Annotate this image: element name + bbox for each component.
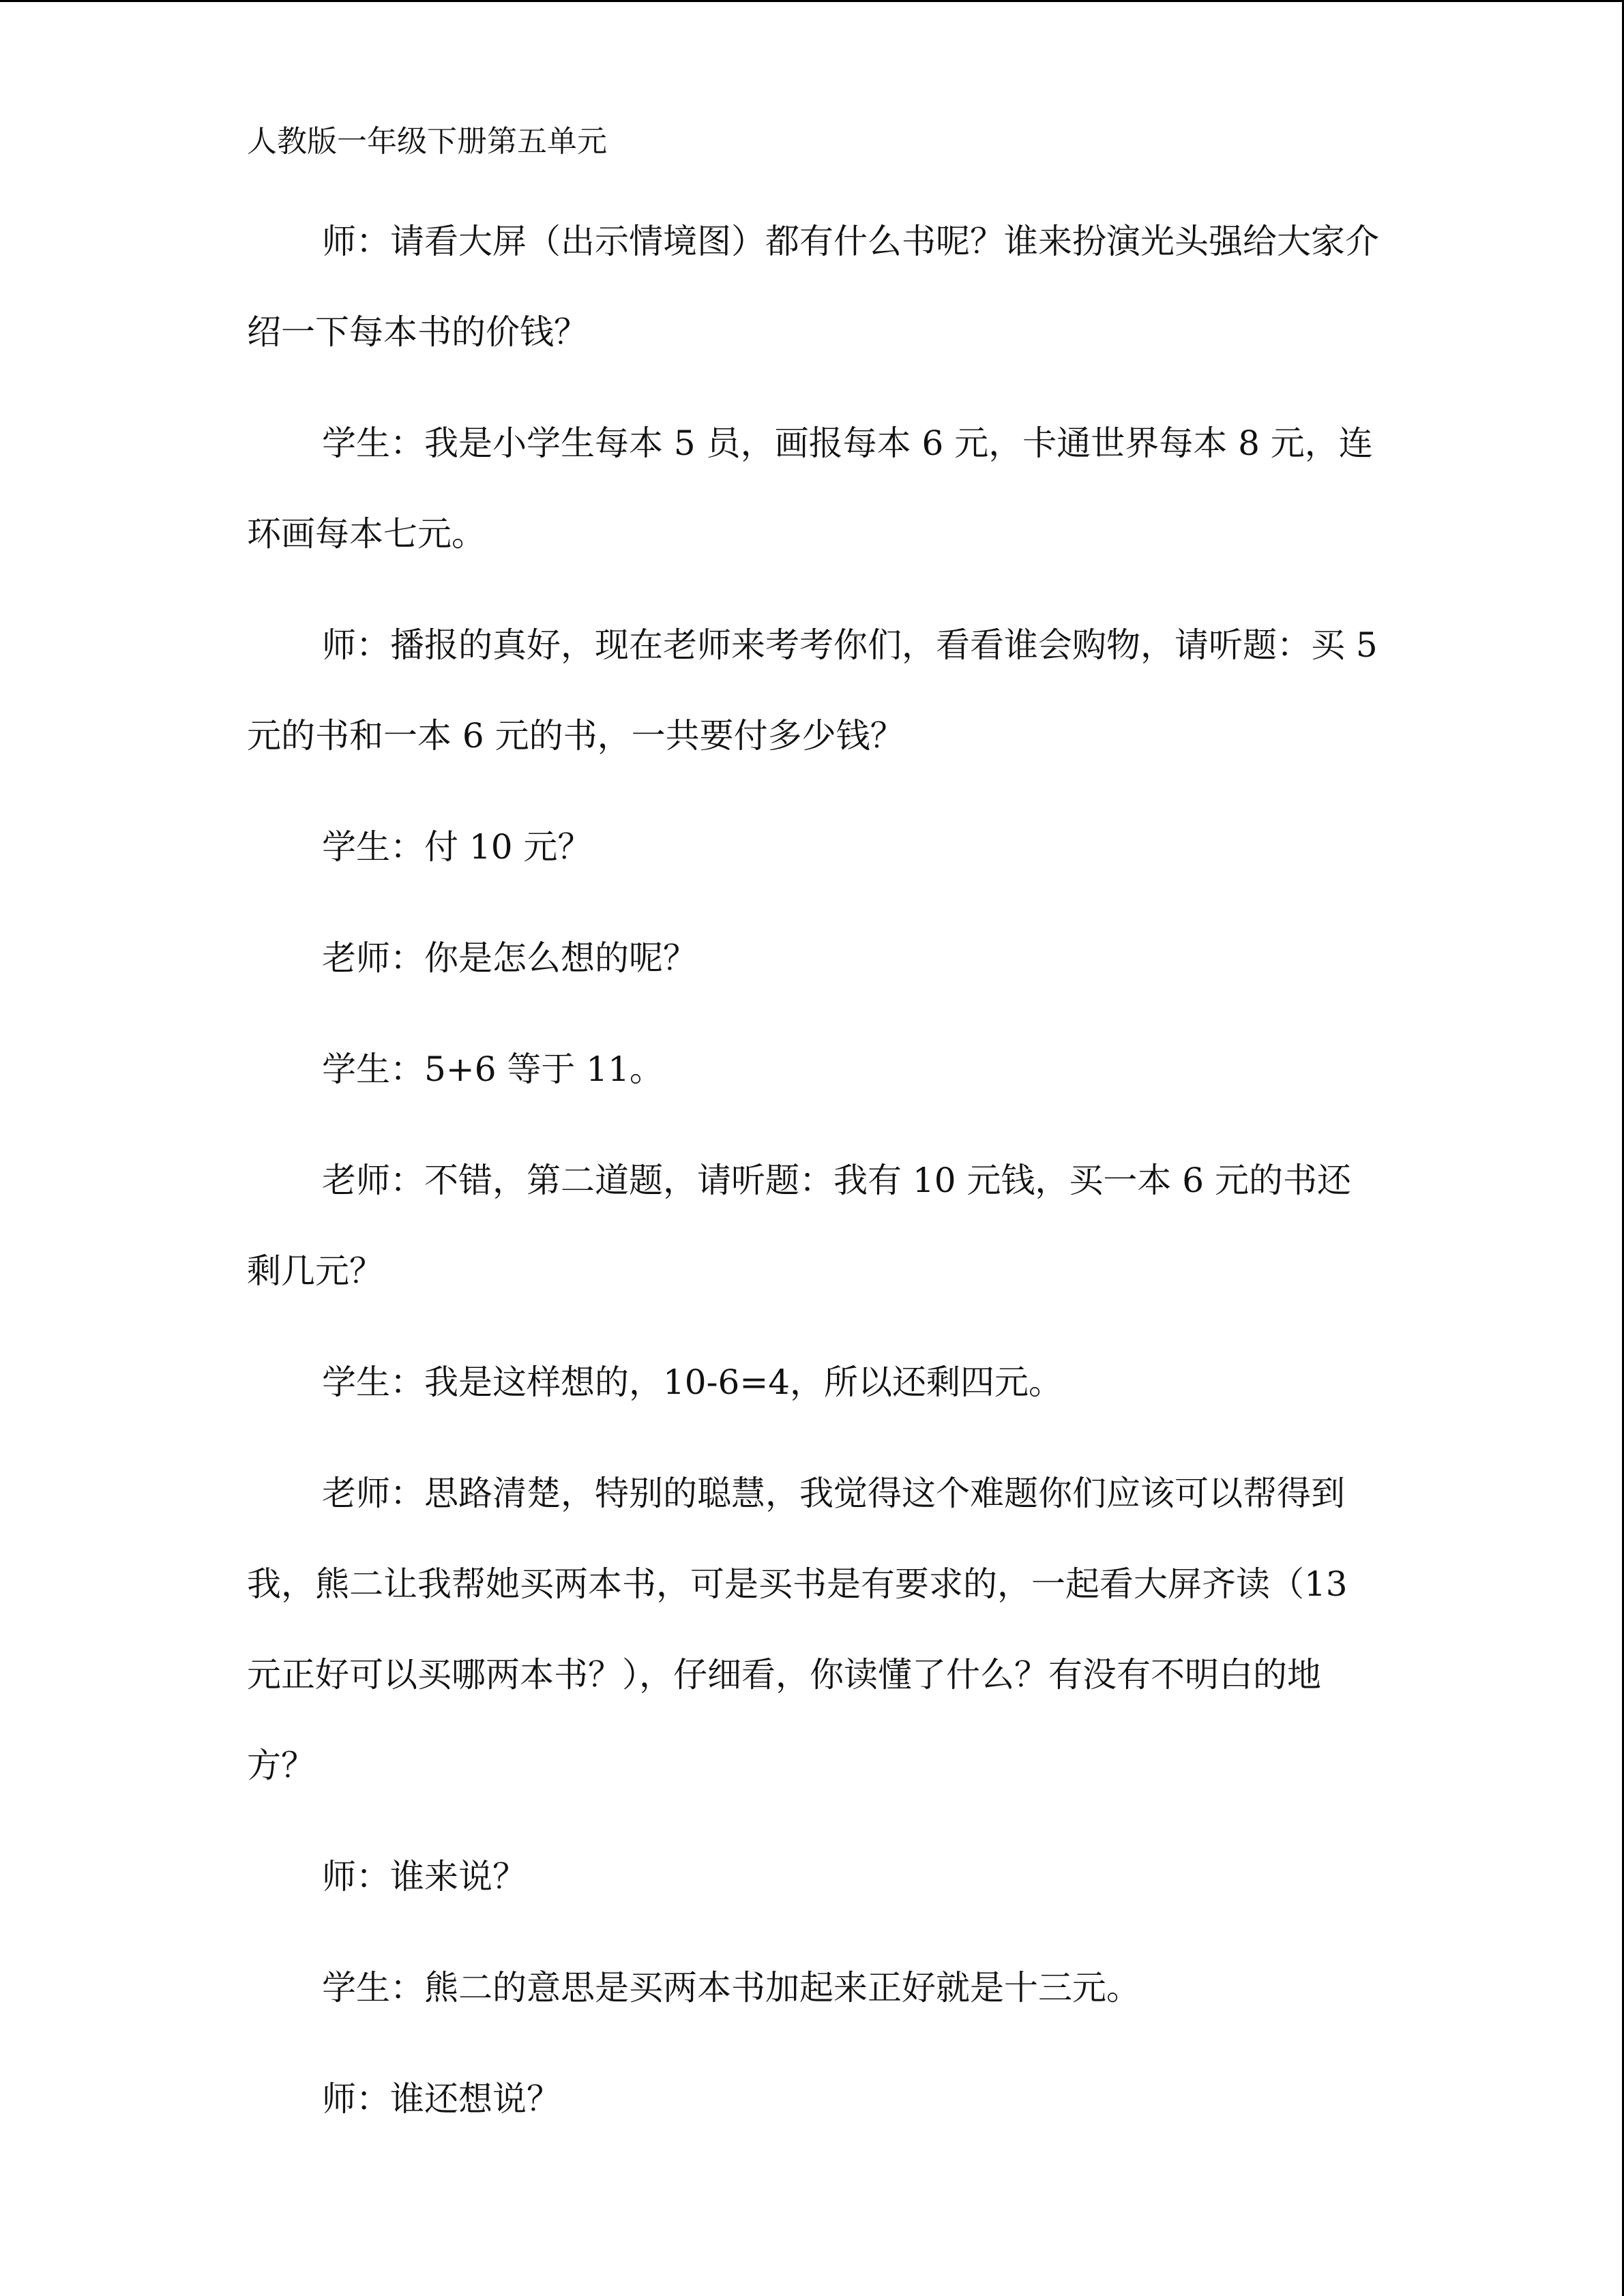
paragraph: 老师：思路清楚，特别的聪慧，我觉得这个难题你们应该可以帮得到我，熊二让我帮她买两本书，可是买书是有要求的，一起看大屏齐读（13 元正好可以买哪两本书？），仔细看，你读懂了什么？有没有不明白的地方？ xyxy=(247,1474,1348,1785)
paragraph: 学生：熊二的意思是买两本书加起来正好就是十三元。 xyxy=(322,1968,1140,2008)
paragraph: 老师：你是怎么想的呢？ xyxy=(322,938,697,978)
paragraph: 学生：我是这样想的，10-6=4，所以还剩四元。 xyxy=(322,1362,1063,1402)
paragraph: 学生：5+6 等于 11。 xyxy=(322,1049,664,1089)
document-header: 人教版一年级下册第五单元 xyxy=(247,124,607,159)
paragraph: 师：播报的真好，现在老师来考考你们，看看谁会购物，请听题：买 5 元的书和一本 6 元的书，一共要付多少钱？ xyxy=(247,625,1378,756)
paragraph: 学生：付 10 元？ xyxy=(322,827,592,867)
paragraph: 师：请看大屏（出示情境图）都有什么书呢？谁来扮演光头强给大家介绍一下每本书的价钱？ xyxy=(247,222,1379,352)
paragraph: 学生：我是小学生每本 5 员，画报每本 6 元，卡通世界每本 8 元，连环画每本七元。 xyxy=(247,423,1373,554)
paragraph: 师：谁还想说？ xyxy=(322,2079,561,2119)
page-border-top xyxy=(0,0,1624,2)
paragraph: 师：谁来说？ xyxy=(322,1857,527,1896)
document-page xyxy=(247,115,1379,2165)
paragraph: 老师：不错，第二道题，请听题：我有 10 元钱，买一本 6 元的书还剩几元？ xyxy=(247,1161,1352,1291)
